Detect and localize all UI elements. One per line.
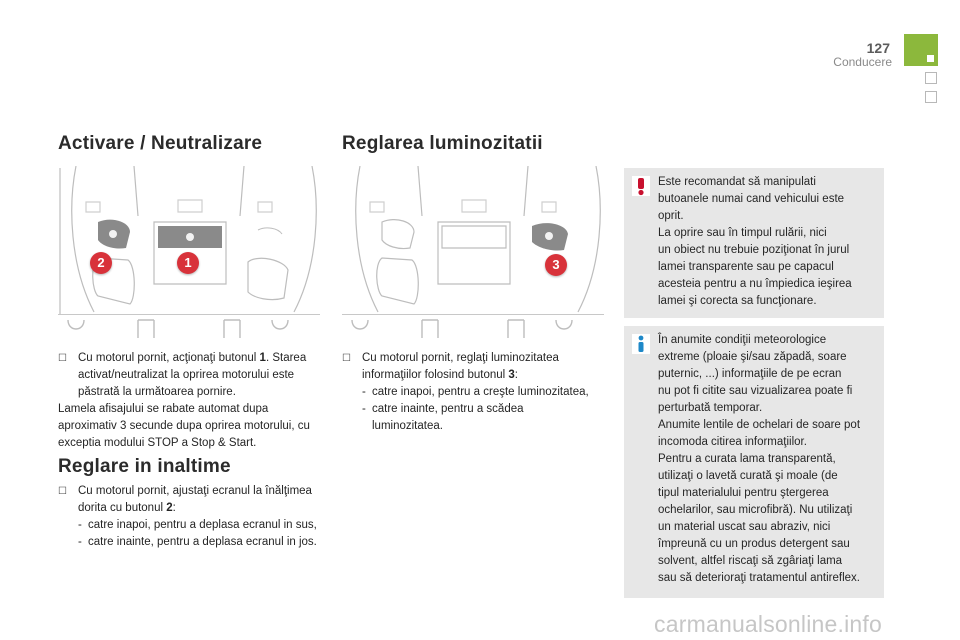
activation-bullet xyxy=(58,350,320,401)
figure-lower-silhouette xyxy=(342,318,604,342)
bullet-text: Cu motorul pornit, acţionaţi butonul xyxy=(78,352,260,364)
bullet-icon: ☐ xyxy=(342,353,351,364)
height-dash-item: - catre inainte, pentru a deplasa ecranul in jos. xyxy=(78,536,317,548)
chapter-tab-empty xyxy=(925,72,937,84)
bullet-icon: ☐ xyxy=(58,353,67,364)
bullet-icon: ☐ xyxy=(58,486,67,497)
callout-2: 2 xyxy=(90,252,112,274)
warning-icon xyxy=(632,176,650,196)
brightness-text xyxy=(342,350,592,435)
bullet-text: Cu motorul pornit, ajustaţi ecranul la înălţimea dorita cu butonul xyxy=(78,485,312,514)
bullet-text: : xyxy=(172,502,176,514)
button-ref: 1 xyxy=(259,352,266,364)
bullet-text: . Starea activat/neutralizat la oprirea motorului este păstrată la următoarea pornire. xyxy=(78,352,307,398)
height-dash-item: - catre inapoi, pentru a deplasa ecranul in sus, xyxy=(78,519,317,531)
warning-box xyxy=(624,168,884,318)
watermark: carmanualsonline.info xyxy=(654,611,882,637)
brightness-dash-item: - catre inainte, pentru a scădea luminozitatea. xyxy=(362,403,524,432)
chapter-marker xyxy=(927,55,934,62)
info-box xyxy=(624,326,884,598)
section-title-height: Reglare in inaltime xyxy=(58,456,231,477)
brightness-bullet xyxy=(342,350,592,384)
figure-controls-activation xyxy=(58,166,320,315)
bullet-text: : xyxy=(514,369,518,381)
section-title-brightness: Reglarea luminozitatii xyxy=(342,133,543,154)
chapter-tab xyxy=(904,34,938,66)
figure-controls-brightness xyxy=(342,166,604,315)
control-panel-illustration xyxy=(342,166,604,316)
activation-text xyxy=(58,350,320,452)
info-icon xyxy=(632,334,650,354)
button-ref: 2 xyxy=(166,502,173,514)
callout-3: 3 xyxy=(545,254,567,276)
warning-text: Este recomandat să manipulati butoanele numai cand vehicului este oprit. La oprire sau în timpul rulării, nici un obiect nu trebuie poziţionat în jurul lamei transparente sau pe capacul acesteia pentru a nu împiedica ieşirea lamei şi corecta sa funcţionare. xyxy=(658,176,852,307)
section-name: Conducere xyxy=(833,55,892,69)
page-number: 127 xyxy=(866,40,890,56)
height-bullet xyxy=(58,483,320,517)
chapter-tab-empty xyxy=(925,91,937,103)
activation-paragraph: Lamela afisajului se rabate automat dupa aproximativ 3 secunde dupa oprirea motorului, cu exceptia modului STOP a Stop & Start. xyxy=(58,403,310,449)
figure-lower-silhouette xyxy=(58,318,320,342)
bullet-text: Cu motorul pornit, reglaţi luminozitatea informaţiilor folosind butonul xyxy=(362,352,559,381)
brightness-dash-item: - catre inapoi, pentru a creşte luminozitatea, xyxy=(362,386,589,398)
section-title-activation: Activare / Neutralizare xyxy=(58,133,263,154)
height-text xyxy=(58,483,320,551)
control-panel-illustration xyxy=(58,166,320,316)
info-text: În anumite condiţii meteorologice extreme (ploaie şi/sau zăpadă, soare puternic, ...) informaţiile de pe ecran nu pot fi citite sau vizualizarea poate fi perturbată temporar. Anumite lentile de ochelari de soare pot incomoda citirea informaţiilor. Pentru a curata lama transparentă, utilizaţi o lavetă curată şi moale (de tipul materialului pentru ştergerea ochelarilor, sau microfibră). Nu utilizaţi un material uscat sau abraziv, nici împreună cu un produs detergent sau solvent, altfel riscaţi să zgâriaţi lama sau să deterioraţi tratamentul antireflex. xyxy=(658,334,861,584)
button-ref: 3 xyxy=(508,369,515,381)
callout-1: 1 xyxy=(177,252,199,274)
